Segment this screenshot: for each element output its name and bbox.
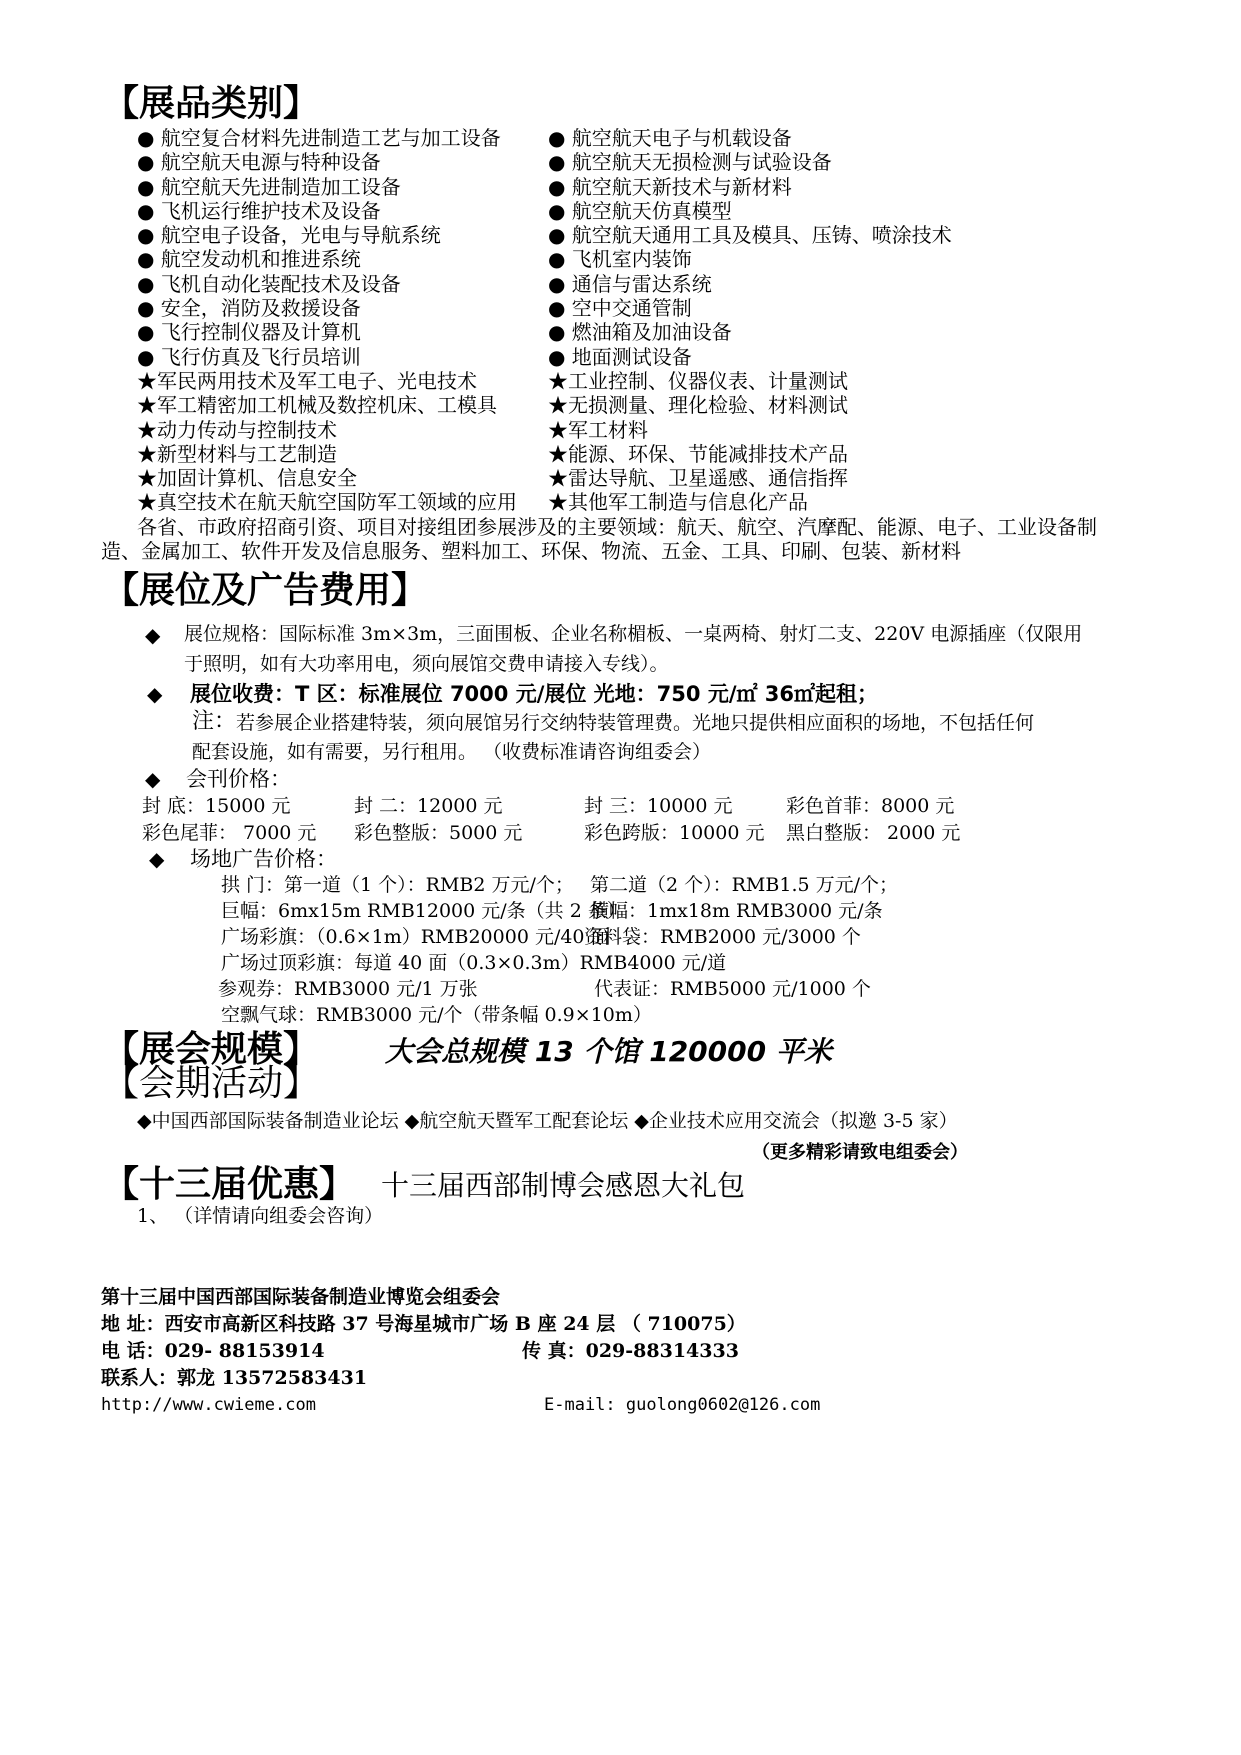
contact-phone: 电 话：029- 88153914 <box>101 1340 325 1362</box>
exhibit-item: ★真空技术在航天航空国防军工领域的应用 <box>137 490 517 515</box>
contact-person: 联系人：郭龙 13572583431 <box>101 1367 368 1389</box>
contact-fax: 传 真：029-88314333 <box>522 1340 739 1362</box>
venue-bullet: ◆ <box>149 847 165 871</box>
exhibit-item: ● 飞机自动化装配技术及设备 <box>137 271 401 296</box>
exhibits-note-line1: 各省、市政府招商引资、项目对接组团参展涉及的主要领域：航天、航空、汽摩配、能源、电子、工业设备制 <box>137 515 1097 539</box>
exhibit-item: ● 航空航天通用工具及模具、压铸、喷涂技术 <box>548 223 952 248</box>
exhibit-item: ★其他军工制造与信息化产品 <box>548 490 808 515</box>
exhibit-item: ● 航空复合材料先进制造工艺与加工设备 <box>137 126 501 150</box>
venue-arch-2: 第二道（2 个）：RMB1.5 万元/个； <box>590 874 899 896</box>
venue-giant-banner: 巨幅：6mx15m RMB12000 元/条（共 2 条） <box>221 900 626 922</box>
exhibits-right-column <box>548 126 952 515</box>
exhibit-item: ★加固计算机、信息安全 <box>137 466 357 491</box>
exhibit-item: ★能源、环保、节能减排技术产品 <box>548 441 848 466</box>
scale-heading: 【展会规模】 <box>103 1029 320 1070</box>
exhibit-item: ● 航空航天新技术与新材料 <box>548 174 792 199</box>
journal-color-full: 彩色整版：5000 元 <box>354 822 523 844</box>
venue-banner: 横幅：1mx18m RMB3000 元/条 <box>590 900 883 922</box>
exhibit-item: ● 飞行控制仪器及计算机 <box>137 320 361 345</box>
activities-more: （更多精彩请致电组委会） <box>752 1142 968 1163</box>
exhibit-item: ● 飞机运行维护技术及设备 <box>137 198 381 223</box>
spec-line1: 展位规格：国际标准 3m×3m，三面围板、企业名称楣板、一桌两椅、射灯二支、220V 电源插座（仅限用 <box>184 623 1083 645</box>
exhibit-item: ★新型材料与工艺制造 <box>137 441 337 466</box>
discount-item: 1、 （详情请向组委会咨询） <box>137 1205 384 1227</box>
activities-heading: 【会期活动】 <box>103 1063 320 1104</box>
exhibits-left-column <box>137 126 517 515</box>
exhibit-item: ● 航空航天先进制造加工设备 <box>137 174 401 199</box>
venue-balloons: 空飘气球：RMB3000 元/个（带条幅 0.9×10m） <box>221 1004 652 1026</box>
discount-subtitle: 十三届西部制博会感恩大礼包 <box>381 1169 746 1202</box>
fees-heading: 【展位及广告费用】 <box>103 570 428 611</box>
contact-email[interactable]: E-mail: guolong0602@126.com <box>544 1395 821 1415</box>
exhibit-item: ★无损测量、理化检验、材料测试 <box>548 393 848 418</box>
venue-badges: 代表证：RMB5000 元/1000 个 <box>594 978 871 1000</box>
venue-title: 场地广告价格： <box>190 847 337 871</box>
venue-arch-1: 拱 门：第一道（1 个）：RMB2 万元/个； <box>221 874 574 896</box>
journal-color-rear: 彩色尾菲： 7000 元 <box>142 822 317 844</box>
exhibit-item: ★工业控制、仪器仪表、计量测试 <box>548 368 848 393</box>
contact-org: 第十三届中国西部国际装备制造业博览会组委会 <box>101 1286 501 1308</box>
exhibit-item: ● 航空航天电子与机载设备 <box>548 126 792 150</box>
note-prefix: 注： <box>192 709 237 734</box>
exhibit-item: ● 飞行仿真及飞行员培训 <box>137 344 361 369</box>
exhibit-item: ★动力传动与控制技术 <box>137 417 337 442</box>
exhibit-item: ● 飞机室内装饰 <box>548 247 692 272</box>
scale-text: 大会总规模 13 个馆 120000 平米 <box>385 1035 832 1068</box>
journal-cover-3: 封 三：10000 元 <box>584 795 733 817</box>
venue-bags: 资料袋：RMB2000 元/3000 个 <box>584 926 861 948</box>
exhibit-item: ★军工精密加工机械及数控机床、工模具 <box>137 393 497 418</box>
spec-line2: 于照明，如有大功率用电，须向展馆交费申请接入专线）。 <box>184 653 669 675</box>
journal-cover-2: 封 二：12000 元 <box>354 795 503 817</box>
activities-items: ◆中国西部国际装备制造业论坛 ◆航空航天暨军工配套论坛 ◆企业技术应用交流会（拟邀 3-5 家） <box>137 1110 958 1132</box>
booth-price-line: 展位收费：T 区：标准展位 7000 元/展位 光地：750 元/㎡ 36㎡起租； <box>190 682 879 706</box>
exhibit-item: ★军工材料 <box>548 417 648 442</box>
journal-title: 会刊价格： <box>186 767 291 791</box>
exhibit-item: ★军民两用技术及军工电子、光电技术 <box>137 368 477 393</box>
journal-bullet: ◆ <box>145 767 161 791</box>
exhibit-item: ● 燃油箱及加油设备 <box>548 320 732 345</box>
price-bullet: ◆ <box>147 682 163 706</box>
note-line1: 若参展企业搭建特装，须向展馆另行交纳特装管理费。光地只提供相应面积的场地，不包括任何 <box>236 712 1035 734</box>
exhibit-item: ● 安全，消防及救援设备 <box>137 296 361 321</box>
exhibit-item: ● 航空电子设备，光电与导航系统 <box>137 223 441 248</box>
exhibits-note-line2: 造、金属加工、软件开发及信息服务、塑料加工、环保、物流、五金、工具、印刷、包装、新材料 <box>101 539 961 563</box>
contact-address: 地 址：西安市高新区科技路 37 号海星城市广场 B 座 24 层 （ 710075） <box>101 1313 746 1335</box>
venue-overhead-flags: 广场过顶彩旗：每道 40 面（0.3×0.3m）RMB4000 元/道 <box>221 952 727 974</box>
exhibit-item: ● 航空航天无损检测与试验设备 <box>548 150 832 175</box>
exhibit-item: ● 空中交通管制 <box>548 296 692 321</box>
exhibit-item: ● 地面测试设备 <box>548 344 692 369</box>
exhibit-item: ● 航空发动机和推进系统 <box>137 247 361 272</box>
discount-heading: 【十三届优惠】 <box>103 1164 356 1205</box>
exhibit-item: ★雷达导航、卫星遥感、通信指挥 <box>548 466 848 491</box>
exhibits-heading: 【展品类别】 <box>103 83 320 124</box>
journal-color-front: 彩色首菲：8000 元 <box>786 795 955 817</box>
venue-plaza-flags: 广场彩旗：（0.6×1m）RMB20000 元/40 面 <box>221 926 610 948</box>
venue-tickets: 参观券：RMB3000 元/1 万张 <box>218 978 478 1000</box>
contact-website[interactable]: http://www.cwieme.com <box>101 1395 316 1415</box>
spec-bullet: ◆ <box>145 623 161 647</box>
exhibit-item: ● 航空航天电源与特种设备 <box>137 150 381 175</box>
exhibit-item: ● 通信与雷达系统 <box>548 271 712 296</box>
note-line2: 配套设施，如有需要，另行租用。 （收费标准请咨询组委会） <box>192 741 712 763</box>
journal-cover-back: 封 底：15000 元 <box>142 795 291 817</box>
journal-bw-full: 黑白整版： 2000 元 <box>786 822 961 844</box>
exhibit-item: ● 航空航天仿真模型 <box>548 198 732 223</box>
journal-color-spread: 彩色跨版：10000 元 <box>584 822 765 844</box>
